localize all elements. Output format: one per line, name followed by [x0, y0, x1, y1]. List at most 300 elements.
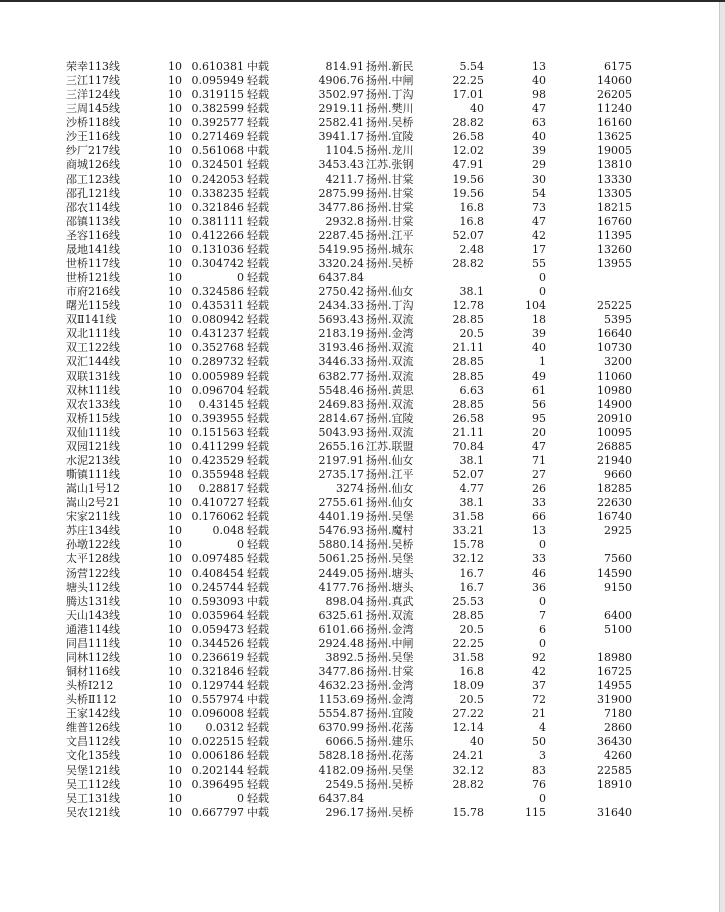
table-row	[0, 651, 700, 665]
table-row	[0, 468, 700, 482]
total-cell: 9150	[604, 580, 632, 594]
table-row	[0, 609, 700, 623]
load-ratio-cell: 0.431237	[191, 327, 244, 341]
value-cell: 15.78	[452, 538, 484, 552]
load-ratio-cell: 0.006186	[191, 749, 244, 763]
load-type-cell: 轻载	[247, 749, 269, 763]
substation-cell: 扬州.金湾	[366, 679, 414, 693]
table-row	[0, 454, 700, 468]
line-name-cell: 吴工131线	[66, 791, 120, 805]
total-cell: 10730	[597, 341, 632, 355]
load-type-cell: 轻载	[247, 116, 269, 130]
count-cell: 7	[539, 608, 546, 622]
capacity-cell: 296.17	[325, 805, 364, 819]
line-name-cell: 世桥117线	[66, 256, 120, 270]
load-ratio-cell: 0.289732	[191, 355, 244, 369]
substation-cell: 扬州.金湾	[366, 622, 414, 636]
value-cell: 19.56	[452, 172, 484, 186]
load-type-cell: 轻载	[247, 299, 269, 313]
value-cell: 15.78	[452, 805, 484, 819]
count-cell: 47	[532, 439, 546, 453]
line-name-cell: 同林112线	[66, 650, 120, 664]
load-type-cell: 轻载	[247, 397, 269, 411]
value-cell: 40	[470, 102, 484, 116]
count-cell: 0	[539, 271, 546, 285]
total-cell: 2925	[604, 524, 632, 538]
load-ratio-cell: 0.382599	[191, 102, 244, 116]
substation-cell: 扬州.城东	[366, 242, 414, 256]
voltage-cell: 10	[168, 130, 182, 144]
substation-cell: 扬州.甘棠	[366, 172, 414, 186]
count-cell: 98	[532, 88, 546, 102]
capacity-cell: 5828.18	[318, 749, 364, 763]
count-cell: 13	[532, 524, 546, 538]
value-cell: 5.54	[459, 60, 484, 73]
count-cell: 0	[539, 594, 546, 608]
load-ratio-cell: 0.324586	[191, 285, 244, 299]
load-ratio-cell: 0.561068	[191, 144, 244, 158]
voltage-cell: 10	[168, 538, 182, 552]
load-ratio-cell: 0.096704	[191, 383, 244, 397]
count-cell: 33	[532, 552, 546, 566]
load-ratio-cell: 0.096008	[191, 707, 244, 721]
total-cell: 21940	[597, 453, 632, 467]
load-type-cell: 轻载	[247, 580, 269, 594]
table-row	[0, 88, 700, 102]
count-cell: 49	[532, 369, 546, 383]
count-cell: 4	[539, 721, 546, 735]
table-row	[0, 792, 700, 806]
load-type-cell: 轻载	[247, 285, 269, 299]
value-cell: 24.21	[452, 749, 484, 763]
load-type-cell: 轻载	[247, 256, 269, 270]
line-name-cell: 维普126线	[66, 721, 120, 735]
substation-cell: 扬州.双流	[366, 397, 414, 411]
total-cell: 6175	[604, 60, 632, 73]
table-row	[0, 384, 700, 398]
load-type-cell: 轻载	[247, 777, 269, 791]
value-cell: 21.11	[452, 341, 484, 355]
capacity-cell: 4211.7	[325, 172, 364, 186]
capacity-cell: 6437.84	[318, 271, 364, 285]
load-ratio-cell: 0	[237, 791, 244, 805]
count-cell: 63	[532, 116, 546, 130]
voltage-cell: 10	[168, 327, 182, 341]
voltage-cell: 10	[168, 102, 182, 116]
load-type-cell: 轻载	[247, 102, 269, 116]
capacity-cell: 3941.17	[318, 130, 364, 144]
capacity-cell: 898.04	[325, 594, 364, 608]
capacity-cell: 2919.11	[318, 102, 364, 116]
count-cell: 20	[532, 425, 546, 439]
total-cell: 5100	[604, 622, 632, 636]
capacity-cell: 6437.84	[318, 791, 364, 805]
voltage-cell: 10	[168, 510, 182, 524]
capacity-cell: 4632.23	[318, 679, 364, 693]
line-name-cell: 铜材116线	[66, 665, 120, 678]
value-cell: 20.5	[459, 327, 484, 341]
table-row	[0, 313, 700, 327]
value-cell: 21.11	[452, 425, 484, 439]
total-cell: 9660	[604, 468, 632, 482]
line-name-cell: 双工122线	[66, 341, 120, 355]
substation-cell: 扬州.双流	[366, 355, 414, 369]
load-ratio-cell: 0.667797	[191, 805, 244, 819]
voltage-cell: 10	[168, 411, 182, 425]
load-type-cell: 轻载	[247, 355, 269, 369]
table-row	[0, 116, 700, 130]
table-row	[0, 623, 700, 637]
load-ratio-cell: 0.557974	[191, 693, 244, 707]
total-cell: 5395	[604, 313, 632, 327]
capacity-cell: 4906.76	[318, 74, 364, 88]
scrollbar-track[interactable]	[720, 2, 725, 912]
count-cell: 42	[532, 228, 546, 242]
substation-cell: 扬州.吴堡	[366, 763, 414, 777]
capacity-cell: 4182.09	[318, 763, 364, 777]
capacity-cell: 5061.25	[318, 552, 364, 566]
voltage-cell: 10	[168, 285, 182, 299]
load-type-cell: 轻载	[247, 327, 269, 341]
load-type-cell: 轻载	[247, 242, 269, 256]
substation-cell: 扬州.宜陵	[366, 130, 414, 144]
load-ratio-cell: 0.048	[212, 524, 244, 538]
load-type-cell: 中载	[247, 144, 269, 158]
table-row	[0, 735, 700, 749]
total-cell: 7180	[604, 707, 632, 721]
load-ratio-cell: 0.393955	[191, 411, 244, 425]
line-name-cell: 塘头112线	[66, 580, 120, 594]
load-ratio-cell: 0.344526	[191, 636, 244, 650]
count-cell: 39	[532, 327, 546, 341]
substation-cell: 江苏.张钢	[366, 158, 414, 172]
value-cell: 16.8	[459, 200, 484, 214]
value-cell: 52.07	[452, 468, 484, 482]
line-name-cell: 圣容116线	[66, 228, 120, 242]
voltage-cell: 10	[168, 777, 182, 791]
voltage-cell: 10	[168, 791, 182, 805]
substation-cell: 扬州.甘棠	[366, 186, 414, 200]
table-row	[0, 778, 700, 792]
count-cell: 46	[532, 566, 546, 580]
total-cell: 11240	[597, 102, 632, 116]
count-cell: 95	[532, 411, 546, 425]
load-ratio-cell: 0.097485	[191, 552, 244, 566]
value-cell: 38.1	[459, 496, 484, 510]
value-cell: 17.01	[452, 88, 484, 102]
voltage-cell: 10	[168, 693, 182, 707]
voltage-cell: 10	[168, 383, 182, 397]
line-name-cell: 水泥213线	[66, 453, 120, 467]
substation-cell: 扬州.新民	[366, 60, 414, 73]
total-cell: 13330	[597, 172, 632, 186]
capacity-cell: 2434.33	[318, 299, 364, 313]
line-name-cell: 双园121线	[66, 439, 120, 453]
substation-cell: 扬州.江平	[366, 228, 414, 242]
load-ratio-cell: 0.005989	[191, 369, 244, 383]
value-cell: 12.78	[452, 299, 484, 313]
voltage-cell: 10	[168, 496, 182, 510]
substation-cell: 扬州.宜陵	[366, 707, 414, 721]
value-cell: 6.63	[459, 383, 484, 397]
table-row	[0, 229, 700, 243]
value-cell: 28.82	[452, 256, 484, 270]
count-cell: 18	[532, 313, 546, 327]
table-row	[0, 201, 700, 215]
table-row	[0, 524, 700, 538]
load-type-cell: 中载	[247, 594, 269, 608]
total-cell: 16740	[597, 510, 632, 524]
table-row	[0, 299, 700, 313]
value-cell: 38.1	[459, 453, 484, 467]
line-name-cell: 双林111线	[66, 383, 120, 397]
total-cell: 4260	[604, 749, 632, 763]
voltage-cell: 10	[168, 524, 182, 538]
voltage-cell: 10	[168, 74, 182, 88]
load-ratio-cell: 0.319115	[191, 88, 244, 102]
load-type-cell: 轻载	[247, 341, 269, 355]
load-ratio-cell: 0.242053	[191, 172, 244, 186]
voltage-cell: 10	[168, 172, 182, 186]
capacity-cell: 2924.48	[318, 636, 364, 650]
voltage-cell: 10	[168, 735, 182, 749]
substation-cell: 扬州.樊川	[366, 102, 414, 116]
table-row	[0, 721, 700, 735]
line-name-cell: 嘶镇111线	[66, 468, 120, 482]
count-cell: 27	[532, 468, 546, 482]
substation-cell: 扬州.吴堡	[366, 510, 414, 524]
line-name-cell: 吴堡121线	[66, 763, 120, 777]
value-cell: 20.5	[459, 622, 484, 636]
table-row	[0, 60, 700, 74]
load-ratio-cell: 0.381111	[191, 214, 244, 228]
substation-cell: 扬州.吴堡	[366, 552, 414, 566]
load-ratio-cell: 0.610381	[191, 60, 244, 73]
line-name-cell: 吴工112线	[66, 777, 120, 791]
count-cell: 0	[539, 791, 546, 805]
substation-cell: 扬州.甘棠	[366, 665, 414, 678]
voltage-cell: 10	[168, 721, 182, 735]
table-row	[0, 496, 700, 510]
table-row	[0, 707, 700, 721]
capacity-cell: 3502.97	[318, 88, 364, 102]
load-type-cell: 轻载	[247, 721, 269, 735]
substation-cell: 扬州.吴桥	[366, 777, 414, 791]
value-cell: 16.7	[459, 566, 484, 580]
total-cell: 16725	[597, 665, 632, 678]
table-row	[0, 243, 700, 257]
load-ratio-cell: 0.022515	[191, 735, 244, 749]
table-row	[0, 102, 700, 116]
voltage-cell: 10	[168, 200, 182, 214]
count-cell: 115	[525, 805, 546, 819]
capacity-cell: 1153.69	[318, 693, 364, 707]
total-cell: 16760	[597, 214, 632, 228]
line-name-cell: 苏庄134线	[66, 524, 120, 538]
count-cell: 50	[532, 735, 546, 749]
table-row	[0, 749, 700, 763]
voltage-cell: 10	[168, 88, 182, 102]
voltage-cell: 10	[168, 242, 182, 256]
total-cell: 10980	[597, 383, 632, 397]
capacity-cell: 5554.87	[318, 707, 364, 721]
count-cell: 40	[532, 130, 546, 144]
capacity-cell: 3477.86	[318, 665, 364, 678]
capacity-cell: 1104.5	[325, 144, 364, 158]
capacity-cell: 6066.5	[325, 735, 364, 749]
load-type-cell: 轻载	[247, 735, 269, 749]
load-type-cell: 轻载	[247, 88, 269, 102]
table-row	[0, 158, 700, 172]
load-type-cell: 轻载	[247, 524, 269, 538]
capacity-cell: 2549.5	[325, 777, 364, 791]
substation-cell: 扬州.花荡	[366, 749, 414, 763]
voltage-cell: 10	[168, 608, 182, 622]
substation-cell: 江苏.联盟	[366, 439, 414, 453]
load-type-cell: 轻载	[247, 679, 269, 693]
line-name-cell: 双联131线	[66, 369, 120, 383]
substation-cell: 扬州.花荡	[366, 721, 414, 735]
count-cell: 47	[532, 214, 546, 228]
load-ratio-cell: 0.095949	[191, 74, 244, 88]
window-top-border	[0, 0, 725, 2]
table-row	[0, 440, 700, 454]
load-type-cell: 中载	[247, 693, 269, 707]
capacity-cell: 2814.67	[318, 411, 364, 425]
table-row	[0, 144, 700, 158]
total-cell: 14955	[597, 679, 632, 693]
load-ratio-cell: 0	[237, 271, 244, 285]
capacity-cell: 3446.33	[318, 355, 364, 369]
capacity-cell: 5548.46	[318, 383, 364, 397]
total-cell: 14590	[597, 566, 632, 580]
count-cell: 73	[532, 200, 546, 214]
value-cell: 2.48	[459, 242, 484, 256]
load-ratio-cell: 0.035964	[191, 608, 244, 622]
total-cell: 11395	[597, 228, 632, 242]
voltage-cell: 10	[168, 636, 182, 650]
count-cell: 47	[532, 102, 546, 116]
voltage-cell: 10	[168, 214, 182, 228]
voltage-cell: 10	[168, 116, 182, 130]
table-row	[0, 806, 700, 820]
capacity-cell: 4177.76	[318, 580, 364, 594]
line-name-cell: 纱厂217线	[66, 144, 120, 158]
voltage-cell: 10	[168, 665, 182, 678]
table-row	[0, 215, 700, 229]
substation-cell: 扬州.塘头	[366, 580, 414, 594]
capacity-cell: 6101.66	[318, 622, 364, 636]
load-ratio-cell: 0.410727	[191, 496, 244, 510]
count-cell: 104	[525, 299, 546, 313]
load-ratio-cell: 0.396495	[191, 777, 244, 791]
total-cell: 13305	[597, 186, 632, 200]
count-cell: 30	[532, 172, 546, 186]
load-ratio-cell: 0.321846	[191, 200, 244, 214]
capacity-cell: 2735.17	[318, 468, 364, 482]
capacity-cell: 3477.86	[318, 200, 364, 214]
substation-cell: 扬州.甘棠	[366, 214, 414, 228]
count-cell: 37	[532, 679, 546, 693]
total-cell: 10095	[597, 425, 632, 439]
line-name-cell: 双北111线	[66, 327, 120, 341]
value-cell: 28.82	[452, 777, 484, 791]
capacity-cell: 5419.95	[318, 242, 364, 256]
substation-cell: 扬州.宜陵	[366, 411, 414, 425]
load-type-cell: 中载	[247, 805, 269, 819]
value-cell: 28.85	[452, 369, 484, 383]
substation-cell: 扬州.双流	[366, 425, 414, 439]
voltage-cell: 10	[168, 299, 182, 313]
substation-cell: 扬州.中闸	[366, 74, 414, 88]
table-row	[0, 285, 700, 299]
voltage-cell: 10	[168, 482, 182, 496]
voltage-cell: 10	[168, 805, 182, 819]
load-type-cell: 轻载	[247, 271, 269, 285]
count-cell: 6	[539, 622, 546, 636]
total-cell: 7560	[604, 552, 632, 566]
load-type-cell: 轻载	[247, 482, 269, 496]
count-cell: 40	[532, 341, 546, 355]
voltage-cell: 10	[168, 186, 182, 200]
count-cell: 1	[539, 355, 546, 369]
value-cell: 32.12	[452, 763, 484, 777]
load-type-cell: 轻载	[247, 791, 269, 805]
capacity-cell: 2582.41	[318, 116, 364, 130]
load-type-cell: 轻载	[247, 200, 269, 214]
value-cell: 4.77	[459, 482, 484, 496]
value-cell: 32.12	[452, 552, 484, 566]
capacity-cell: 6382.77	[318, 369, 364, 383]
line-name-cell: 汤营122线	[66, 566, 120, 580]
voltage-cell: 10	[168, 453, 182, 467]
line-name-cell: 曙光115线	[66, 299, 120, 313]
capacity-cell: 4401.19	[318, 510, 364, 524]
count-cell: 61	[532, 383, 546, 397]
total-cell: 13625	[597, 130, 632, 144]
count-cell: 66	[532, 510, 546, 524]
load-ratio-cell: 0.131036	[191, 242, 244, 256]
value-cell: 27.22	[452, 707, 484, 721]
count-cell: 17	[532, 242, 546, 256]
load-ratio-cell: 0.412266	[191, 228, 244, 242]
table-row	[0, 581, 700, 595]
load-type-cell: 轻载	[247, 650, 269, 664]
load-ratio-cell: 0.080942	[191, 313, 244, 327]
substation-cell: 扬州.中闸	[366, 636, 414, 650]
value-cell: 31.58	[452, 510, 484, 524]
count-cell: 83	[532, 763, 546, 777]
substation-cell: 扬州.双流	[366, 608, 414, 622]
line-name-cell: 头桥Ⅰ212	[66, 679, 114, 693]
value-cell: 16.8	[459, 665, 484, 678]
value-cell: 47.91	[452, 158, 484, 172]
line-name-cell: 晟地141线	[66, 242, 120, 256]
table-row	[0, 482, 700, 496]
value-cell: 33.21	[452, 524, 484, 538]
voltage-cell: 10	[168, 707, 182, 721]
total-cell: 25225	[597, 299, 632, 313]
capacity-cell: 2932.8	[325, 214, 364, 228]
line-name-cell: 腾达131线	[66, 594, 120, 608]
capacity-cell: 3320.24	[318, 256, 364, 270]
voltage-cell: 10	[168, 60, 182, 73]
capacity-cell: 5476.93	[318, 524, 364, 538]
substation-cell: 扬州.仙女	[366, 453, 414, 467]
voltage-cell: 10	[168, 580, 182, 594]
count-cell: 0	[539, 538, 546, 552]
load-type-cell: 轻载	[247, 538, 269, 552]
